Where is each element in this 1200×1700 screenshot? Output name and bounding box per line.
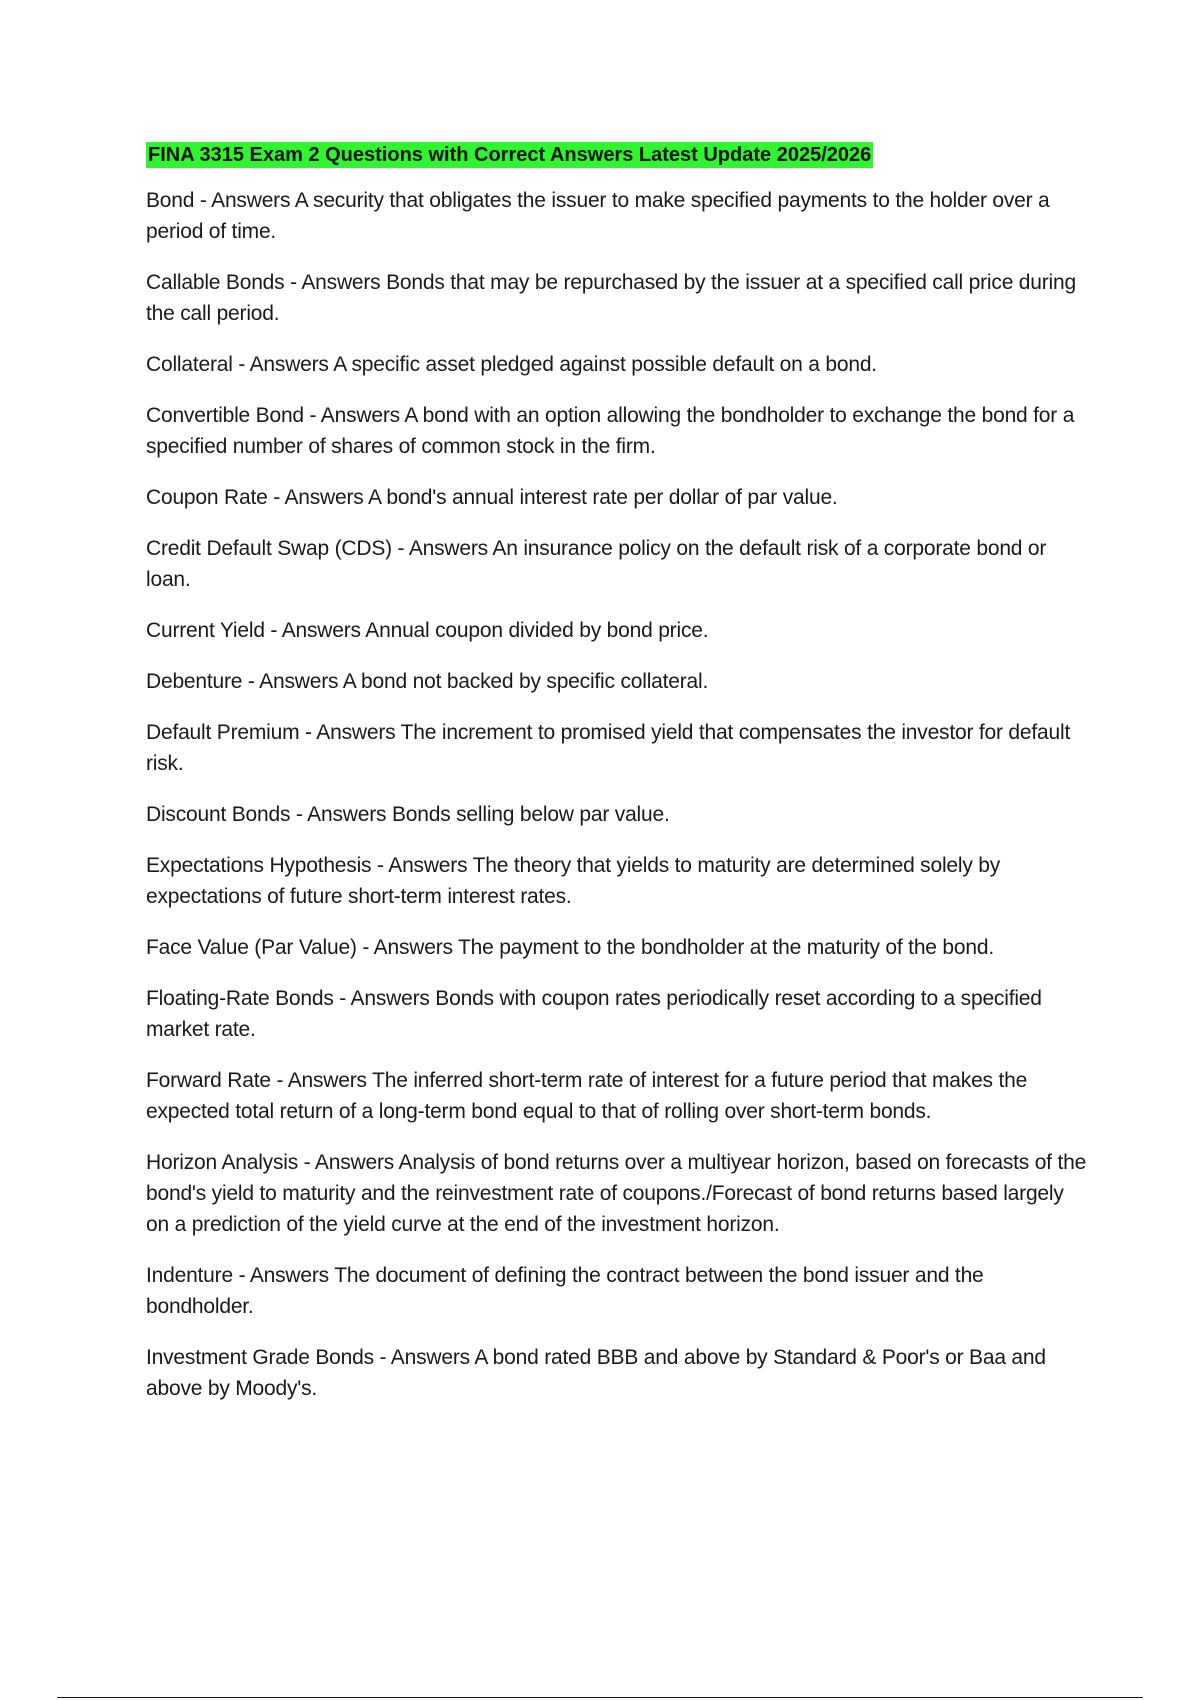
glossary-entry: Current Yield - Answers Annual coupon divided by bond price. (146, 619, 709, 642)
glossary-entry: Floating-Rate Bonds - Answers Bonds with coupon rates periodically reset according to a specified market rate. (146, 987, 1042, 1041)
glossary-entry: Bond - Answers A security that obligates the issuer to make specified payments to the holder over a period of time. (146, 189, 1050, 243)
glossary-entry: Expectations Hypothesis - Answers The theory that yields to maturity are determined solely by expectations of future short-term interest rates. (146, 854, 1001, 908)
glossary-entry: Face Value (Par Value) - Answers The payment to the bondholder at the maturity of the bond. (146, 936, 994, 959)
glossary-entry: Convertible Bond - Answers A bond with an option allowing the bondholder to exchange the bond for a specified number of shares of common stock in the firm. (146, 404, 1075, 458)
glossary-entry: Collateral - Answers A specific asset pledged against possible default on a bond. (146, 353, 877, 376)
glossary-entry: Indenture - Answers The document of defining the contract between the bond issuer and the bondholder. (146, 1264, 984, 1318)
glossary-list (146, 185, 1092, 1404)
glossary-entry: Horizon Analysis - Answers Analysis of bond returns over a multiyear horizon, based on forecasts of the bond's yield to maturity and the reinvestment rate of coupons./Forecast of bond returns based largely on a prediction of the yield curve at the end of the investment horizon. (146, 1151, 1087, 1236)
glossary-entry: Debenture - Answers A bond not backed by specific collateral. (146, 670, 709, 693)
document-title: FINA 3315 Exam 2 Questions with Correct Answers Latest Update 2025/2026 (148, 144, 872, 166)
glossary-entry: Forward Rate - Answers The inferred short-term rate of interest for a future period that makes the expected total return of a long-term bond equal to that of rolling over short-term bonds. (146, 1069, 1028, 1123)
glossary-entry: Callable Bonds - Answers Bonds that may be repurchased by the issuer at a specified call price during the call period. (146, 271, 1076, 325)
glossary-entry: Default Premium - Answers The increment to promised yield that compensates the investor for default risk. (146, 721, 1071, 775)
footer-rule (57, 1697, 1143, 1698)
glossary-entry: Discount Bonds - Answers Bonds selling below par value. (146, 803, 670, 826)
document-page (146, 142, 1092, 1424)
glossary-entry: Coupon Rate - Answers A bond's annual interest rate per dollar of par value. (146, 486, 838, 509)
glossary-entry: Investment Grade Bonds - Answers A bond rated BBB and above by Standard & Poor's or Baa and above by Moody's. (146, 1346, 1046, 1400)
glossary-entry: Credit Default Swap (CDS) - Answers An insurance policy on the default risk of a corporate bond or loan. (146, 537, 1047, 591)
